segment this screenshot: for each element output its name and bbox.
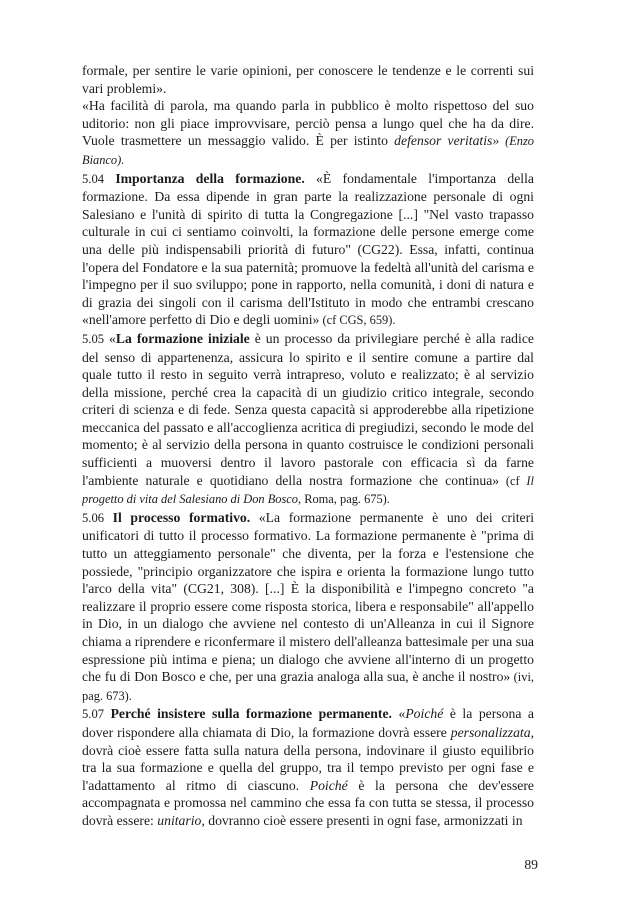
page-number: 89 [524,857,538,872]
intro-continuation: formale, per sentire le varie opinioni, per conoscere le tendenze e le correnti sui vari problemi». [82,63,534,96]
section-text-italic: personalizzata [450,724,531,740]
section-5-07 [82,705,534,829]
section-number: 5.05 [82,331,105,346]
section-number: 5.07 [82,707,105,722]
section-cite: (ivi, pag. 673). [82,670,534,703]
intro-quote-italic: defensor veritatis» [394,133,500,149]
section-text: «La formazione permanente è uno dei criteri unificatori di tutto il processo formativo. La formazione permanente è "prima di tutto un atteggiamento personale" che diventa, per la forza e l'estensione che possiede, "principio organizzatore che ispira e orienta la formazione lungo tutto l'arco della vita" (CG21, 308). [...] È la disponibilità e l'impegno concreto "a realizzare il proprio essere come risposta storica, libera e responsabile" all'appello in Dio, in un dialogo che avviene nel contesto di un'Alleanza in cui il Signore chiama a riprendere e riconfermare il mistero dell'alleanza battesimale per una sua espressione più intima e piena; un dialogo che avviene all'interno di un progetto che fu di Don Bosco e che, per una grazia analoga alla sua, è anche il nostro» [82,509,534,685]
section-heading: Perché insistere sulla formazione permanente. [110,706,392,722]
section-text: è la persona che dev'essere accompagnata e promossa nel cammino che essa fa con tutta se stessa, il processo dovrà essere: [82,777,534,828]
section-heading: Il processo formativo. [112,509,251,525]
section-quote-open: « [104,330,116,346]
intro-paragraph [82,62,534,170]
section-text: è la persona a dover rispondere alla chiamata di Dio, la formazione dovrà essere [82,706,534,740]
section-number: 5.06 [82,510,105,525]
intro-quote-cite: (Enzo Bianco). [82,134,534,167]
section-cite: (cf CGS, 659). [319,313,396,328]
section-heading: Importanza della formazione. [115,170,305,186]
section-5-04 [82,170,534,330]
section-text-italic: Poiché [309,777,348,793]
section-heading: La formazione iniziale [115,330,250,346]
intro-quote: «Ha facilità di parola, ma quando parla in pubblico è molto rispettoso del suo uditorio: non gli piace improvvisare, perciò pensa a lungo quel che ha da dire. Vuole trasmettere un messaggio valido. È per istinto [82,98,534,149]
section-number: 5.04 [82,171,105,186]
section-text: , dovrà cioè essere fatta sulla natura della persona, indovinare il giusto equilibrio tra la sua formazione e quella del gruppo, tra il tempo previsto per ogni fase e l'adattamento al ritmo di ciascuno. [82,724,534,793]
page-body [82,62,534,830]
section-text-italic: Poiché [405,706,444,722]
section-5-05 [82,330,534,509]
section-text-parts [82,706,534,828]
section-cite-pre: (cf [499,473,527,488]
section-text: « [391,706,406,722]
section-text: è un processo da privilegiare perché è alla radice del senso di appartenenza, assicura lo spirito e il sentire comune a partire dal quale tutto il resto in seguito verrà intrapreso, voluto e realizzato; è al servizio della missione, perché crea la capacità di un giudizio critico integrale, secondo criteri di scienza e di fede. Senza questa capacità si approderebbe alla ripetizione meccanica del passato e all'accoglienza acritica di pregiudizi, secondo le mode del momento; è al servizio della persona in quanto costruisce le condizioni personali sufficienti a muoversi dentro il lavoro pastorale con efficacia sì da farne l'ambiente naturale e quotidiano della nostra formazione che continua» [82,330,534,488]
section-text: , dovranno cioè essere presenti in ogni fase, armonizzati in [201,812,523,828]
section-cite-post: , Roma, pag. 675). [298,492,390,507]
section-text-italic: unitario [157,812,202,828]
section-cite-title: Il progetto di vita del Salesiano di Don Bosco [82,473,534,507]
section-5-06 [82,509,534,706]
section-text: «È fondamentale l'importanza della formazione. Da essa dipende in gran parte la realizzazione personale di ogni Salesiano e l'unità di spirito di tutta la Congregazione [...] "Nel vasto trapasso culturale in cui ci sentiamo coinvolti, la formazione delle persone emerge come una delle più indispensabili priorità di futuro" (CG22). Essa, infatti, continua l'opera del Fondatore e la sua paternità; promuove la fedeltà all'unità del carisma e l'impegno per il suo sviluppo; pone in rapporto, nella comunità, i doni di natura e di grazia dei singoli con il carisma dell'Istituto in modo che entrambi crescano «nell'amore perfetto di Dio e degli uomini» [82,170,534,328]
